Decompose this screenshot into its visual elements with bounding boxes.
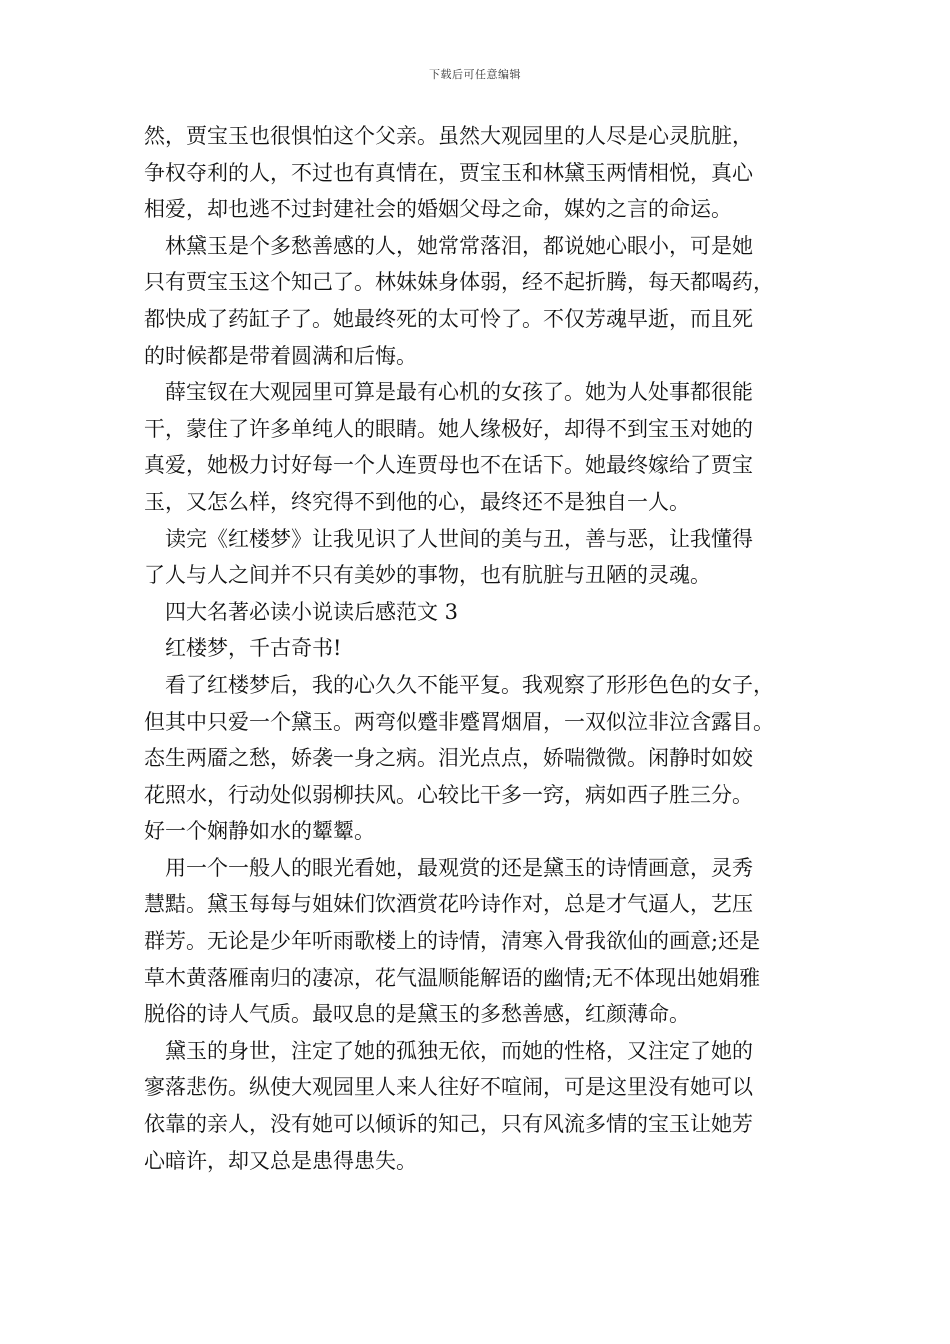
text-line: 都快成了药缸子了。她最终死的太可怜了。不仅芳魂早逝，而且死: [144, 306, 753, 331]
text-line: 但其中只爱一个黛玉。两弯似蹙非蹙罥烟眉，一双似泣非泣含露目。: [144, 709, 774, 734]
text-line: 真爱，她极力讨好每一个人连贾母也不在话下。她最终嫁给了贾宝: [144, 453, 753, 478]
text-line: 群芳。无论是少年听雨歌楼上的诗情，清寒入骨我欲仙的画意;还是: [144, 929, 761, 954]
paragraph-start-line: 用一个一般人的眼光看她，最观赏的还是黛玉的诗情画意，灵秀: [165, 855, 753, 880]
text-line: 的时候都是带着圆满和后悔。: [144, 343, 417, 368]
text-line: 草木黄落雁南归的凄凉，花气温顺能解语的幽情;无不体现出她娟雅: [144, 965, 761, 990]
section-heading: 四大名著必读小说读后感范文 3: [165, 599, 459, 624]
paragraph-start-line: 薛宝钗在大观园里可算是最有心机的女孩了。她为人处事都很能: [165, 380, 753, 405]
paragraph-start-line: 黛玉的身世，注定了她的孤独无依，而她的性格，又注定了她的: [165, 1038, 753, 1063]
text-line: 好一个娴静如水的颦颦。: [144, 819, 375, 844]
paragraph-start-line: 读完《红楼梦》让我见识了人世间的美与丑，善与恶，让我懂得: [165, 526, 753, 551]
paragraph-start-line: 林黛玉是个多愁善感的人，她常常落泪，都说她心眼小，可是她: [165, 233, 753, 258]
paragraph-start-line: 红楼梦，千古奇书!: [165, 636, 342, 661]
text-line: 相爱，却也逃不过封建社会的婚姻父母之命，媒妁之言的命运。: [144, 197, 732, 222]
text-line: 争权夺利的人，不过也有真情在，贾宝玉和林黛玉两情相悦，真心: [144, 160, 753, 185]
text-line: 了人与人之间并不只有美妙的事物，也有肮脏与丑陋的灵魂。: [144, 563, 711, 588]
text-line: 脱俗的诗人气质。最叹息的是黛玉的多愁善感，红颜薄命。: [144, 1002, 690, 1027]
text-line: 寥落悲伤。纵使大观园里人来人往好不喧闹，可是这里没有她可以: [144, 1075, 753, 1100]
text-line: 然，贾宝玉也很惧怕这个父亲。虽然大观园里的人尽是心灵肮脏，: [144, 124, 753, 148]
paragraph-start-line: 看了红楼梦后，我的心久久不能平复。我观察了形形色色的女子，: [165, 672, 774, 697]
text-line: 花照水，行动处似弱柳扶风。心较比干多一窍，病如西子胜三分。: [144, 782, 753, 807]
text-line: 态生两靥之愁，娇袭一身之病。泪光点点，娇喘微微。闲静时如姣: [144, 746, 753, 771]
page-header-note: 下载后可任意编辑: [429, 68, 521, 81]
text-line: 只有贾宝玉这个知己了。林妹妹身体弱，经不起折腾，每天都喝药，: [144, 270, 774, 295]
document-body: [144, 118, 824, 1179]
text-line: 玉，又怎么样，终究得不到他的心，最终还不是独自一人。: [144, 489, 690, 514]
text-line: 依靠的亲人，没有她可以倾诉的知己，只有风流多情的宝玉让她芳: [144, 1112, 753, 1137]
text-line: 心暗许，却又总是患得患失。: [144, 1148, 417, 1173]
text-line: 干，蒙住了许多单纯人的眼睛。她人缘极好，却得不到宝玉对她的: [144, 416, 753, 441]
text-line: 慧黠。黛玉每每与姐妹们饮酒赏花吟诗作对，总是才气逼人，艺压: [144, 892, 753, 917]
